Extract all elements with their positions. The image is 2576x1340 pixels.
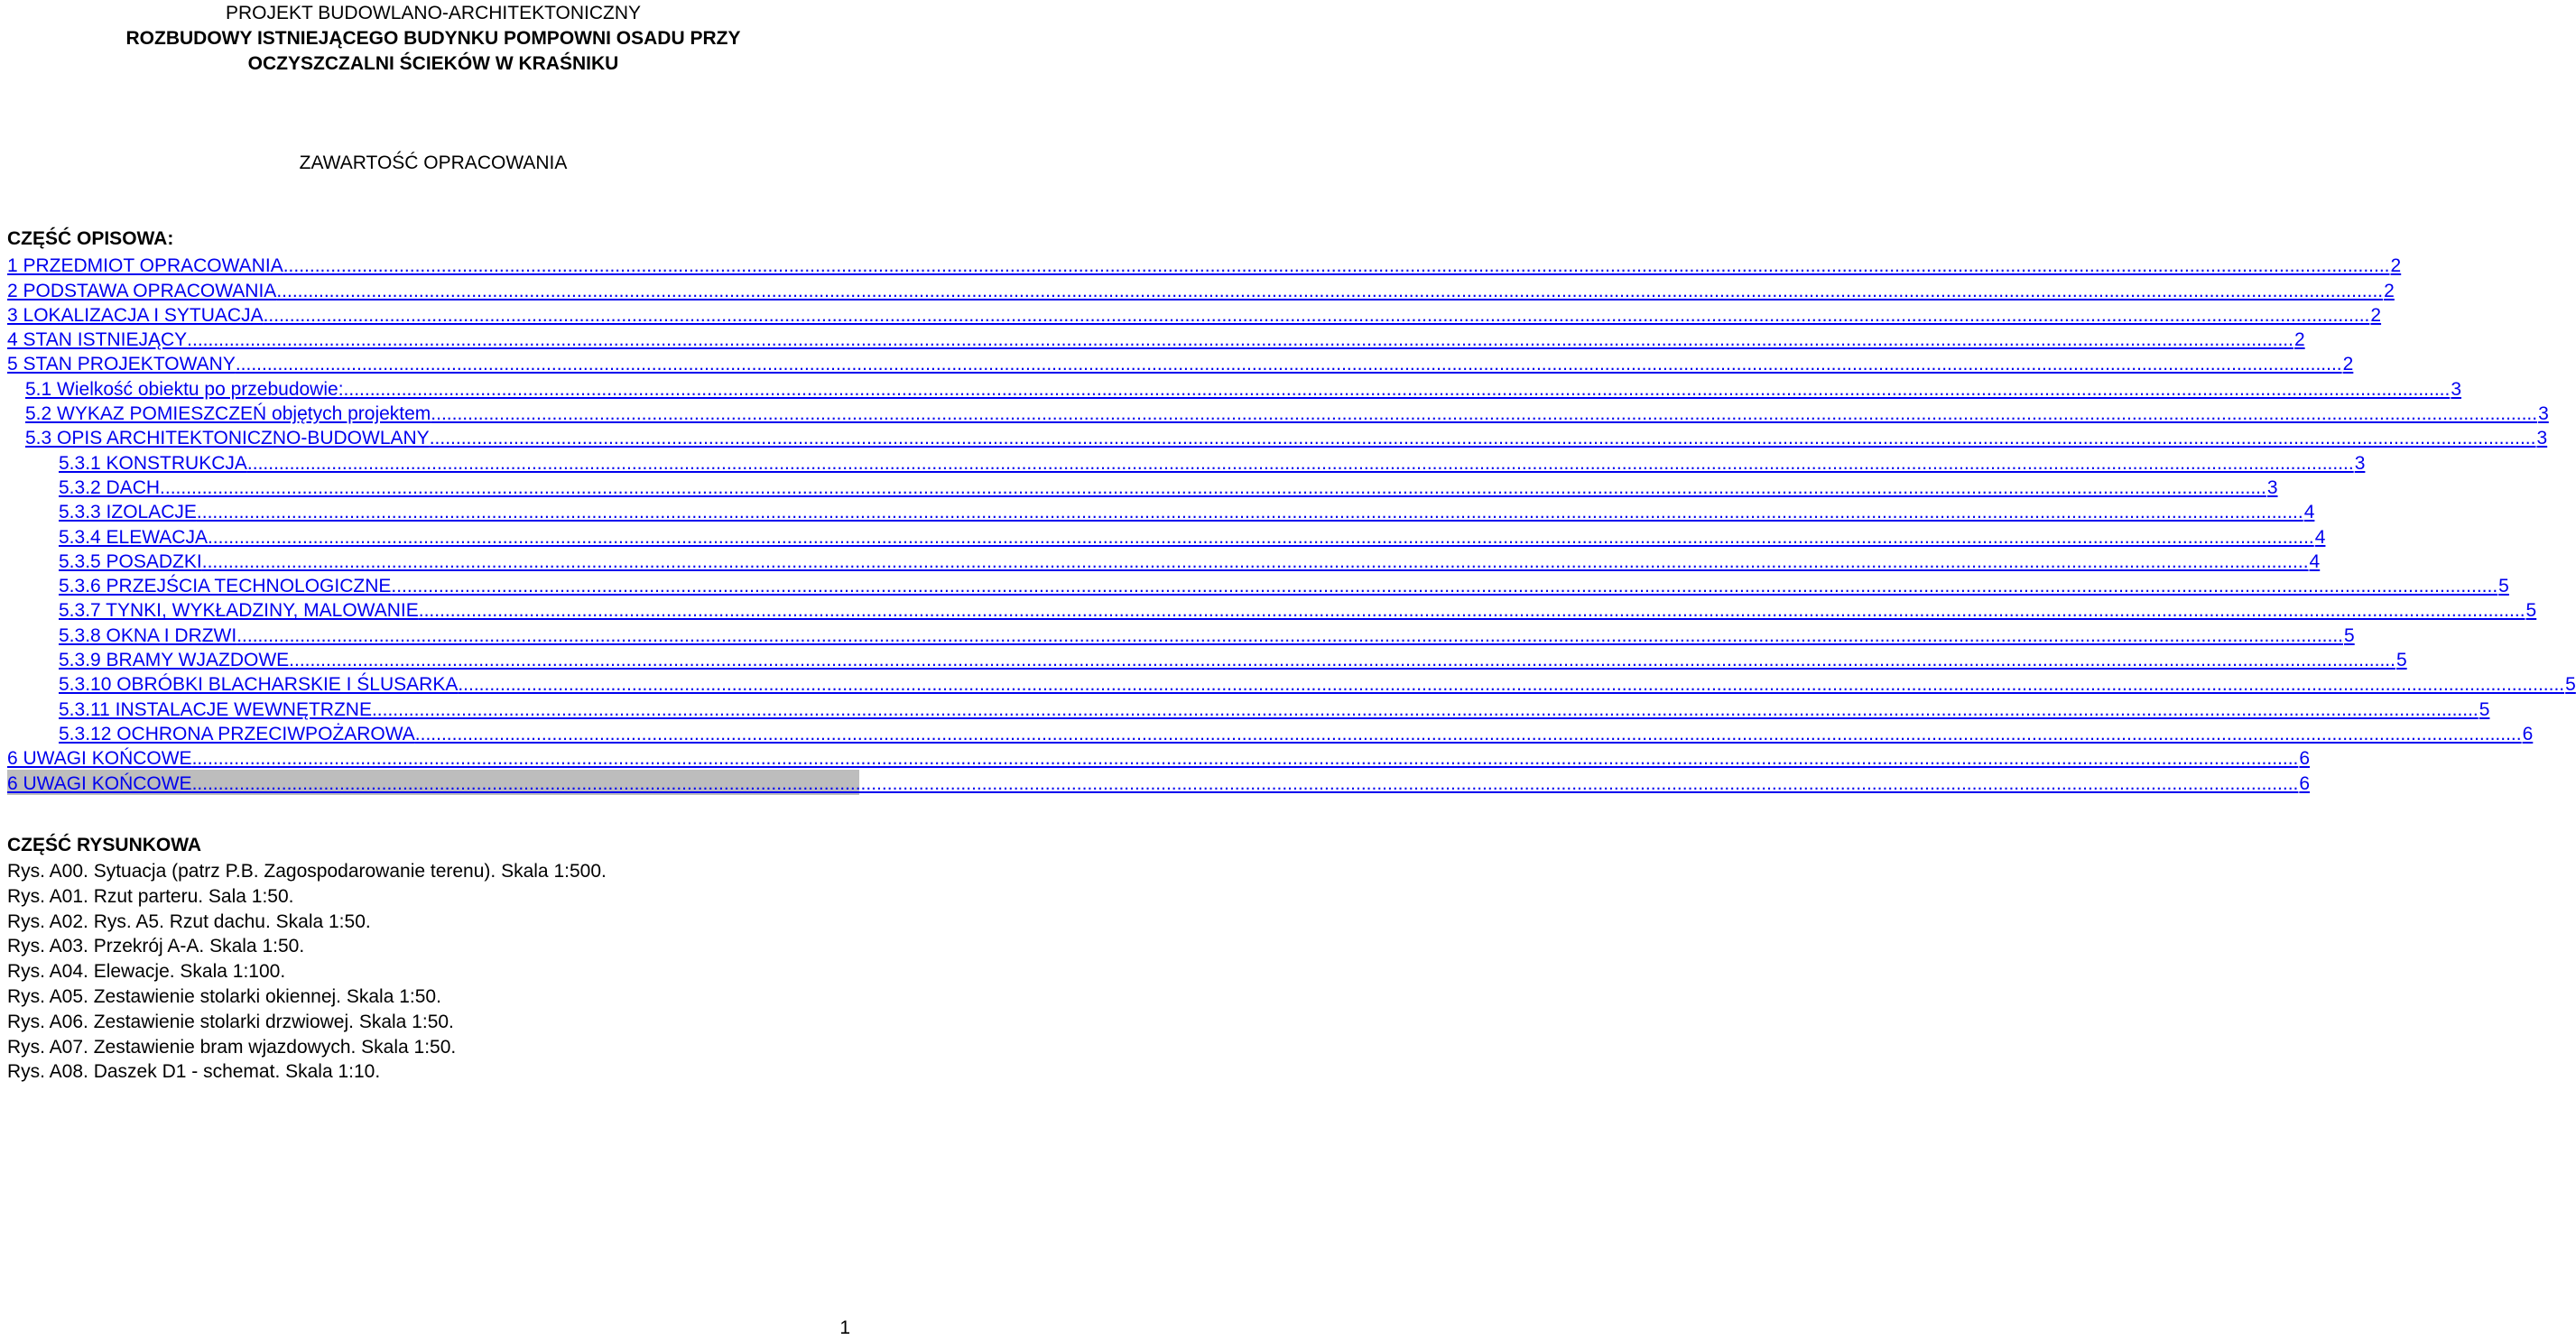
toc-entry-label: 5.3.5 POSADZKI xyxy=(59,550,202,572)
toc-page-number: 4 xyxy=(2303,502,2315,523)
toc-page-number: 4 xyxy=(2314,526,2326,548)
toc-entry-link[interactable] xyxy=(7,573,2509,597)
toc-entry-link[interactable] xyxy=(7,449,2366,474)
toc-page-number: 3 xyxy=(2538,403,2549,425)
toc-dot-leader: ................................................................................................................................................................................................................................................................................................................................................................................................................ xyxy=(371,698,2479,720)
toc-dot-leader: ................................................................................................................................................................................................................................................................................................................................................................................................................ xyxy=(191,748,2299,770)
toc-entry-label: 5.3.4 ELEWACJA xyxy=(59,526,208,548)
toc-dot-leader: ................................................................................................................................................................................................................................................................................................................................................................................................................ xyxy=(431,403,2538,425)
drawing-list-item: Rys. A01. Rzut parteru. Sala 1:50. xyxy=(7,885,294,907)
drawing-list-item: Rys. A08. Daszek D1 - schemat. Skala 1:10. xyxy=(7,1061,381,1083)
page-number: 1 xyxy=(839,1317,850,1338)
toc-entry-link[interactable] xyxy=(7,549,2321,573)
descriptive-part-heading: CZĘŚĆ OPISOWA: xyxy=(7,228,174,249)
toc-dot-leader: ................................................................................................................................................................................................................................................................................................................................................................................................................ xyxy=(187,329,2293,351)
toc-dot-leader: ................................................................................................................................................................................................................................................................................................................................................................................................................ xyxy=(201,550,2309,572)
toc-entry-label: 5.3.6 PRZEJŚCIA TECHNOLOGICZNE xyxy=(59,576,392,597)
toc-entry-label: 5.3.11 INSTALACJE WEWNĘTRZNE xyxy=(59,698,372,720)
toc-dot-leader: ................................................................................................................................................................................................................................................................................................................................................................................................................ xyxy=(391,576,2498,597)
toc-entry-label: 5.3.9 BRAMY WJAZDOWE xyxy=(59,650,290,671)
toc-page-number: 3 xyxy=(2266,476,2278,498)
toc-entry-link[interactable] xyxy=(7,327,2305,351)
toc-entry-label: 1 PRZEDMIOT OPRACOWANIA xyxy=(7,255,283,277)
toc-entry-label: 5.3.3 IZOLACJE xyxy=(59,502,197,523)
project-title-line2: OCZYSZCZALNI ŚCIEKÓW W KRAŚNIKU xyxy=(247,53,619,74)
toc-entry-link[interactable] xyxy=(7,425,2548,449)
toc-entry-link[interactable] xyxy=(7,770,2311,794)
toc-dot-leader: ................................................................................................................................................................................................................................................................................................................................................................................................................ xyxy=(414,723,2522,744)
toc-entry-link[interactable] xyxy=(7,475,2278,499)
toc-entry-label: 5.3.10 OBRÓBKI BLACHARSKIE I ŚLUSARKA xyxy=(59,674,459,696)
drawing-list-item: Rys. A05. Zestawienie stolarki okiennej. Skala 1:50. xyxy=(7,985,441,1007)
toc-entry-link[interactable] xyxy=(7,277,2395,301)
toc-page-number: 5 xyxy=(2498,576,2509,597)
toc-page-number: 2 xyxy=(2293,329,2305,351)
toc-entry-label: 2 PODSTAWA OPRACOWANIA xyxy=(7,280,277,301)
drawing-list-item: Rys. A03. Przekrój A-A. Skala 1:50. xyxy=(7,936,305,957)
toc-page-number: 4 xyxy=(2309,550,2321,572)
toc-dot-leader: ................................................................................................................................................................................................................................................................................................................................................................................................................ xyxy=(196,502,2303,523)
toc-entry-link[interactable] xyxy=(7,696,2490,720)
toc-dot-leader: ................................................................................................................................................................................................................................................................................................................................................................................................................ xyxy=(235,354,2342,375)
toc-page-number: 3 xyxy=(2536,428,2548,449)
toc-page-number: 3 xyxy=(2451,378,2462,400)
toc-entry-label: 5.3.12 OCHRONA PRZECIWPOŻAROWA xyxy=(59,723,415,744)
toc-dot-leader: ................................................................................................................................................................................................................................................................................................................................................................................................................ xyxy=(246,452,2354,474)
drawing-list-item: Rys. A07. Zestawienie bram wjazdowych. Skala 1:50. xyxy=(7,1036,457,1058)
document-type: PROJEKT BUDOWLANO-ARCHITEKTONICZNY xyxy=(225,3,642,23)
toc-entry-label: 5 STAN PROJEKTOWANY xyxy=(7,354,236,375)
toc-entry-link[interactable] xyxy=(7,745,2311,770)
toc-dot-leader: ................................................................................................................................................................................................................................................................................................................................................................................................................ xyxy=(289,650,2395,671)
toc-entry-link[interactable] xyxy=(7,647,2407,671)
toc-entry-label: 4 STAN ISTNIEJĄCY xyxy=(7,329,188,351)
toc-entry-link[interactable] xyxy=(7,597,2537,622)
toc-dot-leader: ................................................................................................................................................................................................................................................................................................................................................................................................................ xyxy=(236,624,2344,646)
toc-dot-leader: ................................................................................................................................................................................................................................................................................................................................................................................................................ xyxy=(263,304,2370,326)
table-of-contents xyxy=(7,253,2576,795)
toc-dot-leader: ................................................................................................................................................................................................................................................................................................................................................................................................................ xyxy=(418,600,2525,622)
drawings-list xyxy=(7,859,859,1085)
toc-page-number: 6 xyxy=(2522,723,2534,744)
toc-page-number: 5 xyxy=(2395,650,2407,671)
toc-page-number: 3 xyxy=(2354,452,2366,474)
drawing-list-item: Rys. A02. Rys. A5. Rzut dachu. Skala 1:50. xyxy=(7,910,371,932)
toc-entry-link[interactable] xyxy=(7,401,2549,425)
toc-entry-link[interactable] xyxy=(7,721,2534,745)
toc-dot-leader: ................................................................................................................................................................................................................................................................................................................................................................................................................ xyxy=(160,476,2266,498)
toc-page-number: 5 xyxy=(2479,698,2490,720)
toc-entry-link[interactable] xyxy=(7,499,2315,523)
toc-page-number: 5 xyxy=(2565,674,2576,696)
toc-dot-leader: ................................................................................................................................................................................................................................................................................................................................................................................................................ xyxy=(283,255,2390,277)
toc-entry-label: 5.3.2 DACH xyxy=(59,476,161,498)
drawings-part-heading: CZĘŚĆ RYSUNKOWA xyxy=(7,835,202,855)
contents-heading: ZAWARTOŚĆ OPRACOWANIA xyxy=(299,152,568,173)
toc-entry-label: 5.3.7 TYNKI, WYKŁADZINY, MALOWANIE xyxy=(59,600,419,622)
toc-dot-leader: ................................................................................................................................................................................................................................................................................................................................................................................................................ xyxy=(429,428,2536,449)
toc-page-number: 2 xyxy=(2370,304,2382,326)
toc-entry-label: 5.3.1 KONSTRUKCJA xyxy=(59,452,247,474)
toc-entry-label: 5.3 OPIS ARCHITEKTONICZNO-BUDOWLANY xyxy=(25,428,430,449)
toc-entry-label: 3 LOKALIZACJA I SYTUACJA xyxy=(7,304,264,326)
toc-entry-label: 6 UWAGI KOŃCOWE xyxy=(7,772,192,794)
toc-dot-leader: ................................................................................................................................................................................................................................................................................................................................................................................................................ xyxy=(191,772,2299,794)
project-title-line1: ROZBUDOWY ISTNIEJĄCEGO BUDYNKU POMPOWNI OSADU PRZY xyxy=(125,28,741,49)
toc-entry-link[interactable] xyxy=(7,253,2402,277)
toc-dot-leader: ................................................................................................................................................................................................................................................................................................................................................................................................................ xyxy=(458,674,2565,696)
toc-entry-link[interactable] xyxy=(7,302,2382,327)
toc-dot-leader: ................................................................................................................................................................................................................................................................................................................................................................................................................ xyxy=(207,526,2314,548)
toc-entry-label: 5.2 WYKAZ POMIESZCZEŃ objętych projektem xyxy=(25,403,431,425)
toc-page-number: 2 xyxy=(2342,354,2354,375)
drawing-list-item: Rys. A00. Sytuacja (patrz P.B. Zagospodarowanie terenu). Skala 1:500. xyxy=(7,861,607,882)
toc-page-number: 2 xyxy=(2384,280,2395,301)
drawing-list-item: Rys. A06. Zestawienie stolarki drzwiowej. Skala 1:50. xyxy=(7,1011,454,1032)
toc-entry-label: 6 UWAGI KOŃCOWE xyxy=(7,748,192,770)
toc-dot-leader: ................................................................................................................................................................................................................................................................................................................................................................................................................ xyxy=(343,378,2451,400)
toc-dot-leader: ................................................................................................................................................................................................................................................................................................................................................................................................................ xyxy=(276,280,2384,301)
toc-page-number: 6 xyxy=(2299,772,2311,794)
toc-page-number: 2 xyxy=(2390,255,2402,277)
document-header xyxy=(0,0,866,77)
drawing-list-item: Rys. A04. Elewacje. Skala 1:100. xyxy=(7,961,286,983)
toc-page-number: 5 xyxy=(2344,624,2355,646)
toc-entry-label: 5.3.8 OKNA I DRZWI xyxy=(59,624,237,646)
toc-page-number: 5 xyxy=(2525,600,2537,622)
toc-entry-label: 5.1 Wielkość obiektu po przebudowie: xyxy=(25,378,344,400)
toc-entry-link[interactable] xyxy=(7,523,2326,548)
toc-page-number: 6 xyxy=(2299,748,2311,770)
toc-entry-link[interactable] xyxy=(7,351,2354,375)
toc-entry-link[interactable] xyxy=(7,622,2355,646)
toc-entry-link[interactable] xyxy=(7,671,2576,696)
toc-entry-link[interactable] xyxy=(7,375,2462,400)
